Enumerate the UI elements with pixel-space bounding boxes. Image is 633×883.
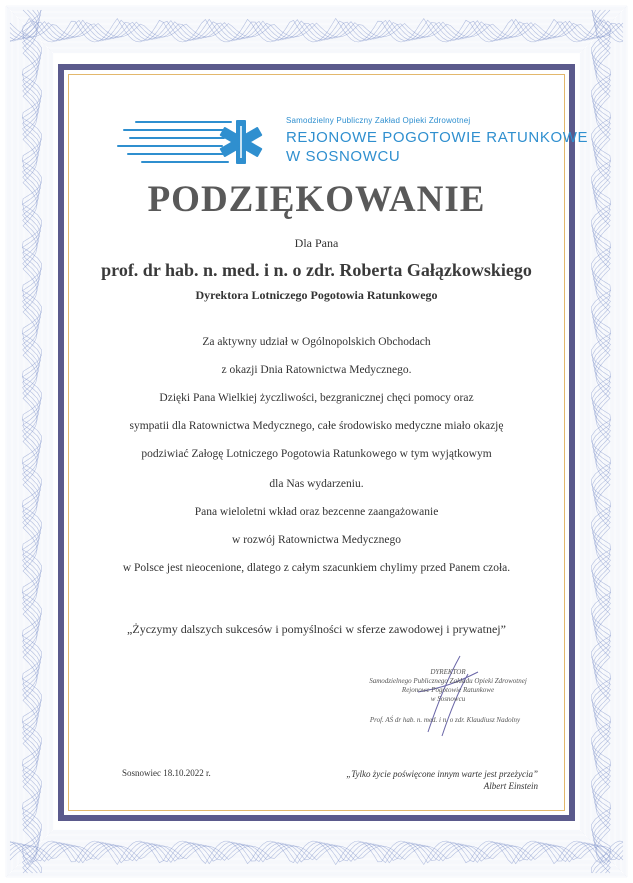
certificate-content <box>68 74 589 811</box>
salutation: Dla Pana <box>294 236 339 250</box>
organization-type: Samodzielny Publiczny Zakład Opieki Zdrowotnej <box>286 116 471 125</box>
organization-name: REJONOWE POGOTOWIE RATUNKOWE <box>286 129 589 146</box>
body-line: dla Nas wydarzeniu. <box>269 478 364 490</box>
motto-author: Albert Einstein <box>483 781 538 791</box>
stamp-line: w Sosnowcu <box>430 695 466 703</box>
organization-logo <box>116 112 589 172</box>
body-line: z okazji Dnia Ratownictwa Medycznego. <box>221 364 412 376</box>
body-line: Dzięki Pana Wielkiej życzliwości, bezgranicznej chęci pomocy oraz <box>159 392 474 404</box>
motto <box>308 768 538 792</box>
organization-city: W SOSNOWCU <box>286 148 401 165</box>
certificate-title: PODZIĘKOWANIE <box>147 179 486 220</box>
director-name: Prof. AŚ dr hab. n. med. i n. o zdr. Klaudiusz Nadolny <box>369 716 521 724</box>
stamp-line: DYREKTOR <box>430 668 466 676</box>
body-line: w rozwój Ratownictwa Medycznego <box>232 534 401 546</box>
motto-quote: „Tylko życie poświęcone innym warte jest przeżycia” <box>346 769 538 779</box>
stamp-line: Rejonowe Pogotowie Ratunkowe <box>401 686 495 694</box>
body-line: podziwiać Załogę Lotniczego Pogotowia Ratunkowego w tym wyjątkowym <box>141 448 492 460</box>
body-line: w Polsce jest nieocenione, dlatego z całym szacunkiem chylimy przed Panem czoła. <box>122 562 511 574</box>
star-of-life-icon <box>116 112 286 172</box>
place-date: Sosnowiec 18.10.2022 r. <box>122 768 211 778</box>
stamp-line: Samodzielnego Publicznego Zakładu Opieki Zdrowotnej <box>369 677 527 685</box>
body-line: sympatii dla Ratownictwa Medycznego, całe środowisko medyczne miało okazję <box>129 420 504 432</box>
director-stamp <box>338 668 558 704</box>
recipient-position: Dyrektora Lotniczego Pogotowia Ratunkowego <box>195 288 438 302</box>
wishes-quote: „Życzymy dalszych sukcesów i pomyślności w sferze zawodowej i prywatnej” <box>127 622 506 636</box>
recipient-name: prof. dr hab. n. med. i n. o zdr. Roberta Gałązkowskiego <box>101 260 532 280</box>
body-line: Pana wieloletni wkład oraz bezcenne zaangażowanie <box>194 506 439 518</box>
body-line: Za aktywny udział w Ogólnopolskich Obchodach <box>202 336 431 348</box>
